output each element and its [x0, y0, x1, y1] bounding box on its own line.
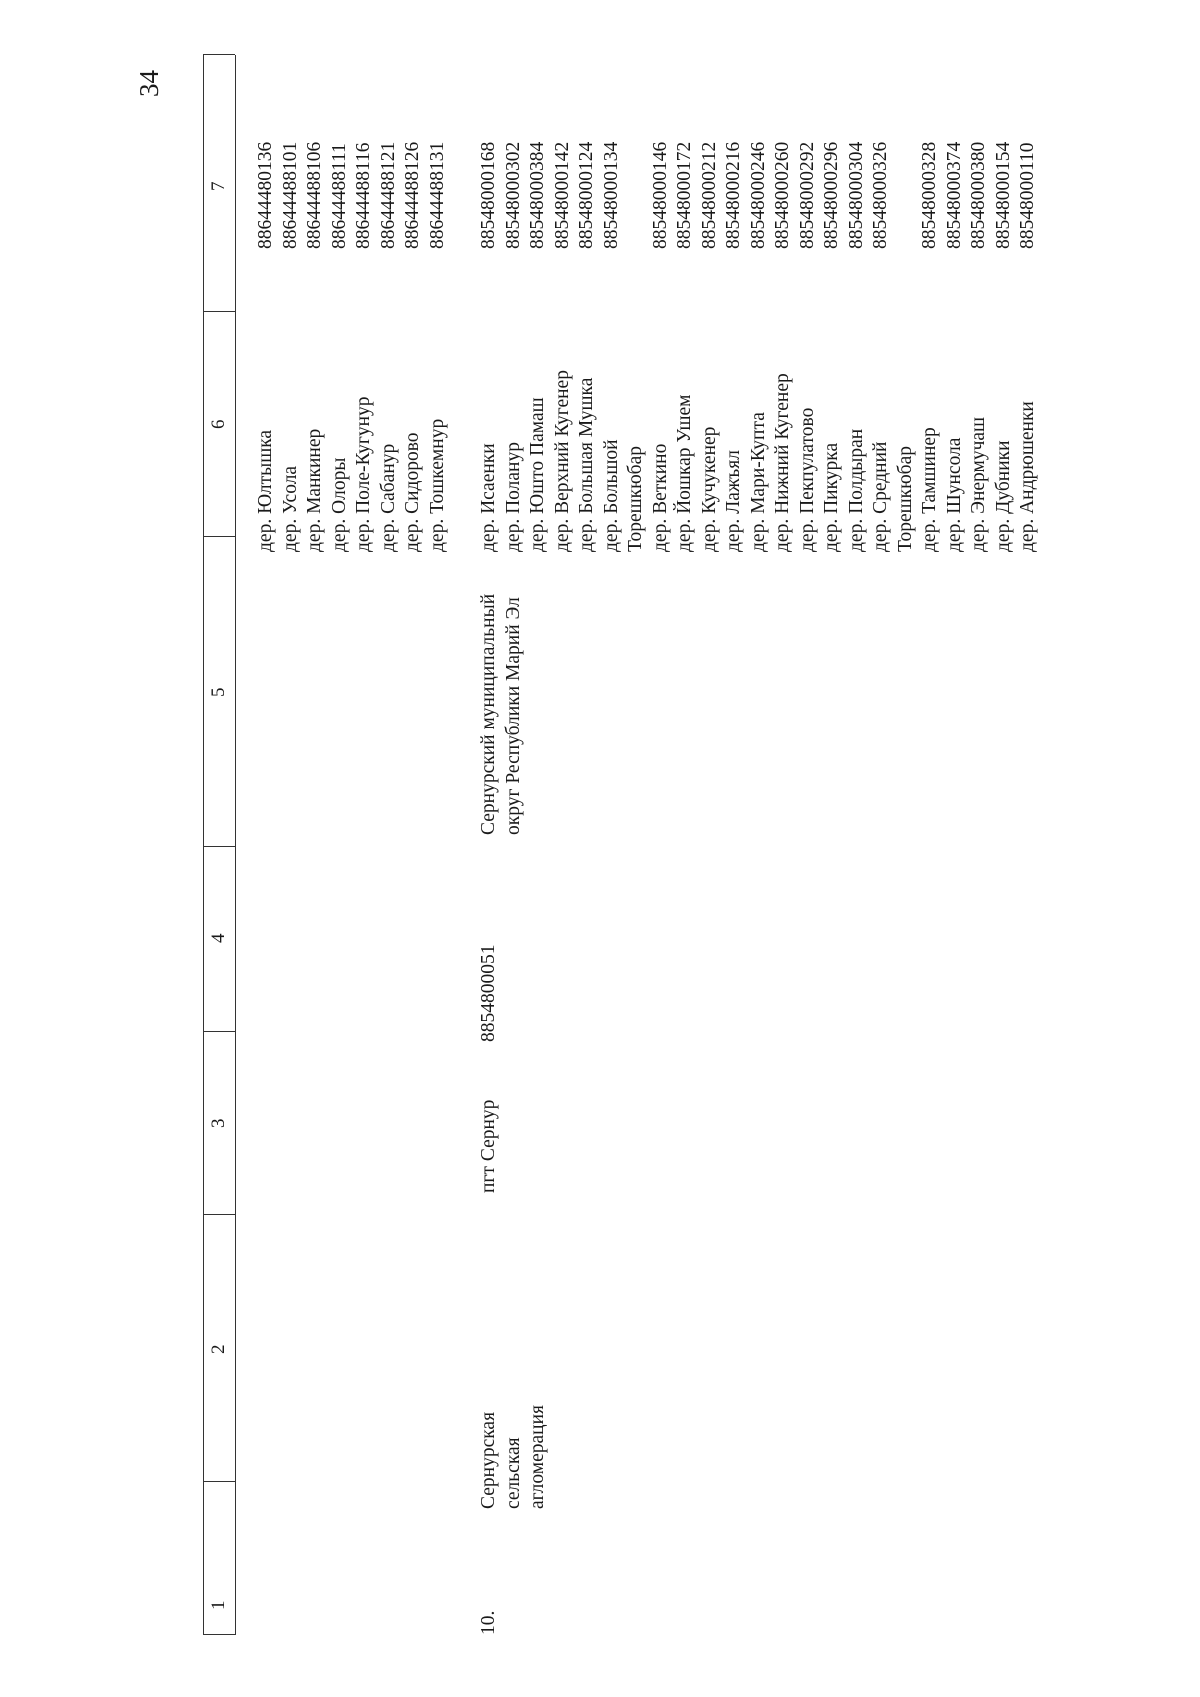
- settlement-name: дер. Веткино: [649, 443, 671, 552]
- oktmo-code: 88548000216: [723, 141, 744, 249]
- column-header-2: 2: [208, 1344, 229, 1354]
- header-divider: [203, 1481, 235, 1482]
- settlement-name: дер. Мари-Купта: [747, 412, 769, 552]
- oktmo-code: 88548000142: [551, 141, 573, 249]
- header-divider: [203, 54, 235, 55]
- settlement-name: дер. Дубники: [992, 440, 1014, 552]
- header-bottom-rule: [235, 55, 236, 1635]
- settlement-name: дер. Сидорово: [402, 432, 423, 552]
- oktmo-code: 88548000168: [478, 141, 499, 249]
- settlement-name: дер. Средний: [870, 441, 891, 552]
- header-divider: [203, 1634, 235, 1635]
- oktmo-code: 88644488111: [328, 143, 350, 249]
- settlement-name: дер. Пикурка: [821, 442, 842, 552]
- oktmo-code: 88548000296: [821, 141, 842, 249]
- oktmo-code: 88644488101: [279, 141, 301, 249]
- header-divider: [203, 311, 235, 312]
- agglomeration-name-line: агломерация: [527, 1404, 548, 1509]
- settlement-name: дер. Юшто Памаш: [527, 397, 548, 552]
- oktmo-code: 88644488121: [377, 141, 399, 249]
- settlement-name: дер. Пекпулатово: [796, 407, 818, 552]
- settlement-name: дер. Усола: [279, 465, 301, 552]
- settlement-name: дер. Полдыран: [845, 428, 867, 552]
- settlement-name: дер. Шунсола: [943, 437, 965, 552]
- settlement-name: дер. Поле-Кугунур: [353, 396, 374, 552]
- header-divider: [203, 1031, 235, 1032]
- settlement-name: дер. Лажъял: [723, 450, 744, 552]
- settlement-list: [477, 370, 1041, 552]
- column-header-5: 5: [208, 687, 229, 697]
- settlement-list: [254, 396, 450, 552]
- settlement-name: дер. Большой: [600, 439, 622, 552]
- oktmo-code: 88548000110: [1017, 142, 1038, 249]
- column-header-3: 3: [208, 1118, 229, 1128]
- oktmo-code: 88548000212: [698, 141, 720, 249]
- settlement-name: дер. Большая Мушка: [576, 377, 597, 552]
- oktmo-code: 88548000328: [919, 141, 940, 249]
- oktmo-code: 88548000154: [992, 141, 1014, 249]
- header-divider: [203, 1214, 235, 1215]
- center-code: 8854800051: [478, 944, 499, 1042]
- settlement-name: дер. Манкинер: [304, 428, 325, 552]
- settlement-name: дер. Поланур: [502, 442, 524, 552]
- oktmo-code: 88548000172: [674, 141, 695, 249]
- code-list: [477, 142, 1041, 249]
- oktmo-code: 88548000292: [796, 141, 818, 249]
- settlement-name: дер. Йошкар Ушем: [674, 394, 695, 552]
- oktmo-code: 88548000124: [576, 141, 597, 249]
- agglomeration-name-line: сельская: [502, 1437, 524, 1509]
- settlement-name: дер. Нижний Кугенер: [772, 373, 793, 552]
- settlement-name: дер. Энермучаш: [968, 416, 989, 552]
- oktmo-code: 88644480136: [255, 141, 276, 249]
- settlement-name: Торешкюбар: [625, 446, 646, 552]
- settlement-name: дер. Верхний Кугенер: [551, 370, 573, 552]
- oktmo-code: 88644488126: [402, 141, 423, 249]
- oktmo-code: 88548000260: [772, 141, 793, 249]
- oktmo-code: 88548000134: [600, 141, 622, 249]
- code-list: [254, 142, 450, 249]
- column-header-7: 7: [208, 181, 229, 191]
- column-header-4: 4: [208, 933, 229, 943]
- oktmo-code: 88548000384: [527, 141, 548, 249]
- header-top-rule: [203, 55, 204, 1635]
- oktmo-code: [894, 142, 919, 249]
- oktmo-code: 88548000302: [502, 141, 524, 249]
- column-header-1: 1: [208, 1600, 229, 1610]
- municipality-name: [477, 594, 526, 835]
- oktmo-code: 88548000374: [943, 141, 965, 249]
- settlement-name: дер. Сабанур: [377, 443, 399, 552]
- settlement-name: дер. Исаенки: [478, 443, 499, 552]
- settlement-name: Торешкюбар: [894, 446, 916, 552]
- header-divider: [203, 536, 235, 537]
- settlement-name: дер. Юлтышка: [255, 429, 276, 552]
- oktmo-code: 88548000304: [845, 141, 867, 249]
- oktmo-code: 88548000146: [649, 141, 671, 249]
- settlement-name: дер. Кучукенер: [698, 426, 720, 552]
- oktmo-code: 88644488106: [304, 141, 325, 249]
- agglomeration-name-line: Сернурская: [478, 1411, 499, 1509]
- row-number: 10.: [478, 1610, 499, 1635]
- agglomeration-name: [477, 1405, 551, 1509]
- center-settlement: пгт Сернур: [478, 1099, 499, 1193]
- header-divider: [203, 846, 235, 847]
- column-header-6: 6: [208, 419, 229, 429]
- municipality-name-line: Сернурский муниципальный: [478, 593, 499, 835]
- page-number: 34: [134, 70, 164, 97]
- oktmo-code: 88548000326: [870, 141, 891, 249]
- oktmo-code: [624, 142, 649, 249]
- settlement-name: дер. Олоры: [328, 457, 350, 552]
- settlement-name: дер. Андрюшенки: [1017, 401, 1038, 552]
- oktmo-code: 88548000246: [747, 141, 769, 249]
- oktmo-code: 88548000380: [968, 141, 989, 249]
- settlement-name: дер. Тамшинер: [919, 427, 940, 552]
- oktmo-code: 88644488116: [353, 142, 374, 249]
- settlement-name: дер. Тошкемнур: [426, 418, 448, 552]
- oktmo-code: 88644488131: [426, 141, 448, 249]
- municipality-name-line: округ Республики Марий Эл: [502, 597, 524, 835]
